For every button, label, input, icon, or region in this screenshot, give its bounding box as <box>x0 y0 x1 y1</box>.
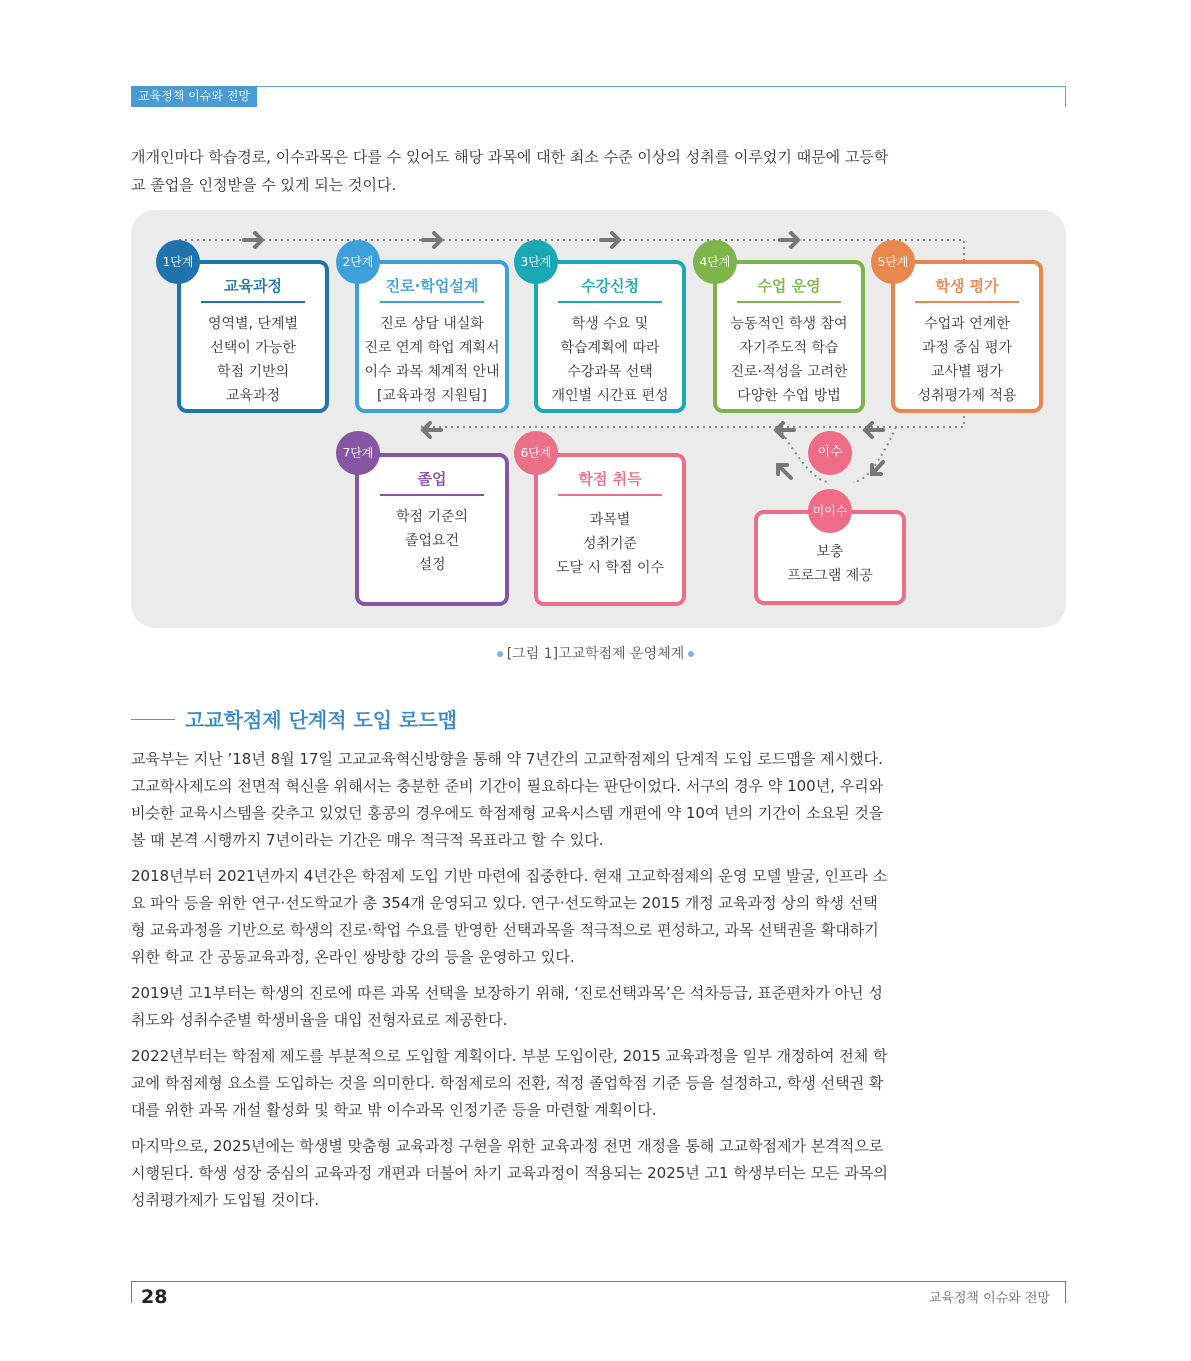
stage-desc: 능동적인 학생 참여 자기주도적 학습 진로·적성을 고려한 다양한 수업 방법 <box>730 316 848 404</box>
arrow-right-icon <box>423 233 441 247</box>
arrow-down-left-icon <box>872 462 883 474</box>
stage-card-2 <box>355 260 509 413</box>
stage-badge-6: 6단계 <box>514 431 558 475</box>
paragraph: 2019년 고1부터는 학생의 진로에 따른 과목 선택을 보장하기 위해, ‘진로선택과목’은 석차등급, 표준편차가 아닌 성취도와 성취수준별 학생비율을 대입 전형자료로 제공한다. <box>131 984 883 1029</box>
arrow-left-icon <box>865 423 883 437</box>
figure-caption: [그림 1]고교학점제 운영체계 <box>0 643 1191 663</box>
stage-card-4 <box>713 260 865 413</box>
stage-badge-2: 2단계 <box>336 240 380 284</box>
bullet-dot-icon <box>497 651 503 657</box>
stage-badge-1: 1단계 <box>156 240 200 284</box>
stage-desc: 영역별, 단계별 선택이 가능한 학점 기반의 교육과정 <box>207 316 299 404</box>
arrow-up-left-icon <box>778 465 791 478</box>
stage-card-1 <box>177 260 329 413</box>
remedial-desc: 보충 프로그램 제공 <box>787 544 873 584</box>
stage-badge-3: 3단계 <box>514 240 558 284</box>
incomplete-badge: 미이수 <box>808 489 852 533</box>
arrow-right-icon <box>601 233 619 247</box>
arrow-left-icon <box>776 423 794 437</box>
bullet-dot-icon <box>688 651 694 657</box>
stage-desc: 수업과 연계한 과정 중심 평가 교사별 평가 성취평가제 적용 <box>917 316 1017 404</box>
stage-desc: 학점 기준의 졸업요건 설정 <box>395 509 469 573</box>
paragraph: 2022년부터는 학점제 제도를 부분적으로 도입할 계획이다. 부분 도입이란, 2015 교육과정을 일부 개정하여 전체 학교에 학점제형 요소를 도입하는 것을 의미한다. 학점제로의 전환, 적정 졸업학점 기준 등을 설정하고, 학생 선택권 확대를 위한 과목 개설 활성화 및 학교 밖 이수과목 인정기준 등을 마련할 계획이다. <box>131 1047 888 1119</box>
section-title-rule <box>131 719 175 720</box>
page-number: 28 <box>141 1286 168 1308</box>
stage-title: 학점 취득 <box>558 469 662 496</box>
arrow-right-icon <box>780 233 798 247</box>
stage-card-3 <box>534 260 686 413</box>
stage-card-6 <box>534 453 686 606</box>
stage-badge-7: 7단계 <box>336 431 380 475</box>
stage-card-5 <box>891 260 1043 413</box>
stage-badge-5: 5단계 <box>871 240 915 284</box>
header-tag: 교육정책 이슈와 전망 <box>131 86 257 107</box>
operation-system-diagram <box>131 210 1066 628</box>
stage-title: 교육과정 <box>201 276 305 303</box>
stage-badge-4: 4단계 <box>693 240 737 284</box>
paragraph: 2018년부터 2021년까지 4년간은 학점제 도입 기반 마련에 집중한다. 현재 고교학점제의 운영 모델 발굴, 인프라 소요 파악 등을 위한 연구·선도학교가 총 354개 운영되고 있다. 연구·선도학교는 2015 개정 교육과정 상의 학생 선택형 교육과정을 기반으로 학생의 진로·학업 수요를 반영한 선택과목을 적극적으로 편성하고, 과목 선택권을 확대하기 위한 학교 간 공동교육과정, 온라인 쌍방향 강의 등을 운영하고 있다. <box>131 867 888 966</box>
stage-desc: 진로 상담 내실화 진로 연계 학업 계획서 이수 과목 체계적 안내 [교육과정 지원팀] <box>364 316 500 404</box>
stage-desc: 과목별 성취기준 도달 시 학점 이수 <box>555 512 665 576</box>
stage-title: 수업 운영 <box>737 276 841 303</box>
stage-card-7 <box>355 453 509 606</box>
intro-paragraph: 개개인마다 학습경로, 이수과목은 다를 수 있어도 해당 과목에 대한 최소 수준 이상의 성취를 이루었기 때문에 고등학교 졸업을 인정받을 수 있게 되는 것이다. <box>131 148 889 194</box>
stage-title: 수강신청 <box>558 276 662 303</box>
arrow-left-icon <box>423 423 441 437</box>
paragraph: 마지막으로, 2025년에는 학생별 맞춤형 교육과정 구현을 위한 교육과정 전면 개정을 통해 고교학점제가 본격적으로 시행된다. 학생 성장 중심의 교육과정 개편과 더불어 차기 교육과정이 적용되는 2025년 고1 학생부터는 모든 과목의 성취평가제가 도입될 것이다. <box>131 1137 888 1209</box>
paragraph: 교육부는 지난 ’18년 8월 17일 고교교육혁신방향을 통해 약 7년간의 고교학점제의 단계적 도입 로드맵을 제시했다. 고교학사제도의 전면적 혁신을 위해서는 충분한 준비 기간이 필요하다는 판단이었다. 서구의 경우 약 100년, 우리와 비슷한 교육시스템을 갖추고 있었던 홍콩의 경우에도 학점제형 교육시스템 개편에 약 10여 년의 기간이 소요된 것을 볼 때 본격 시행까지 7년이라는 기간은 매우 적극적 목표라고 할 수 있다. <box>131 750 884 849</box>
body-text <box>131 746 891 1223</box>
section-title: 고교학점제 단계적 도입 로드맵 <box>185 708 458 732</box>
footer-rule <box>131 1281 1066 1303</box>
stage-title: 졸업 <box>380 469 484 496</box>
footer-title: 교육정책 이슈와 전망 <box>928 1291 1050 1306</box>
stage-desc: 학생 수요 및 학습계획에 따라 수강과목 선택 개인별 시간표 편성 <box>551 316 669 404</box>
top-flow-line <box>179 240 964 262</box>
return-flow-line <box>421 410 964 427</box>
header-rule <box>131 86 1066 107</box>
arrow-right-icon <box>244 233 262 247</box>
stage-title: 학생 평가 <box>915 276 1019 303</box>
stage-title: 진로·학업설계 <box>380 276 484 303</box>
complete-badge: 이수 <box>808 431 852 475</box>
